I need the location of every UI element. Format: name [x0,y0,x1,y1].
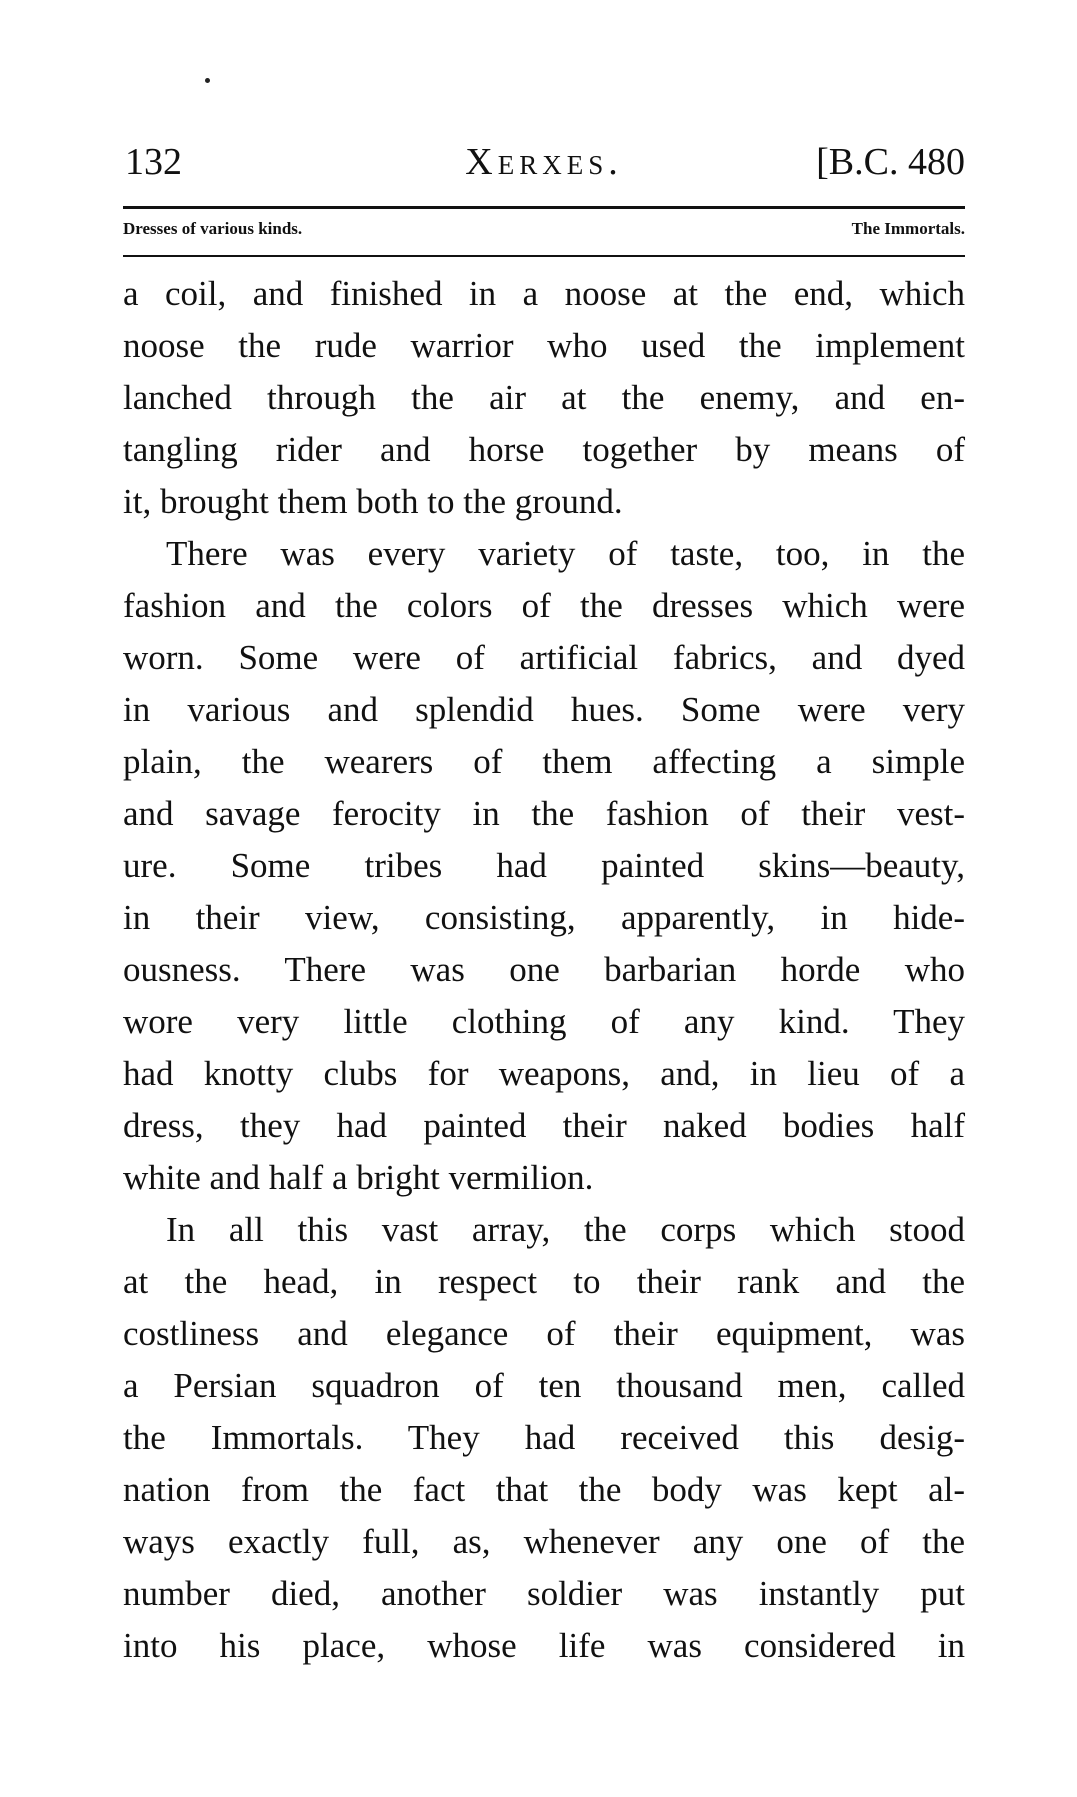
text-line: dress, they had painted their naked bodies half [123,1106,965,1145]
sidenote-left: Dresses of various kinds. [123,219,303,238]
text-line: the Immortals. They had received this desig- [123,1418,965,1457]
text-line: number died, another soldier was instantly put [123,1574,965,1613]
sidenote-right: The Immortals. [851,219,965,238]
text-line: fashion and the colors of the dresses which were [123,586,965,625]
text-line: had knotty clubs for weapons, and, in lieu of a [123,1054,965,1093]
text-line: nation from the fact that the body was kept al- [123,1470,965,1509]
text-line: plain, the wearers of them affecting a simple [123,742,965,781]
text-line: a coil, and finished in a noose at the end, which [123,274,965,313]
text-line: into his place, whose life was considered in [123,1626,965,1665]
text-line: worn. Some were of artificial fabrics, and dyed [123,638,965,677]
date-label: [B.C. 480 [816,141,965,183]
ink-speck [205,78,210,83]
text-line: costliness and elegance of their equipment, was [123,1314,965,1353]
text-line: ure. Some tribes had painted skins—beauty, [123,846,965,885]
running-title: Xerxes. [465,141,623,183]
header-rule-bottom [123,255,965,257]
page-number: 132 [125,141,182,183]
text-line: a Persian squadron of ten thousand men, called [123,1366,965,1405]
text-line: In all this vast array, the corps which stood [166,1210,965,1249]
text-line: ousness. There was one barbarian horde who [123,950,965,989]
text-line: tangling rider and horse together by means of [123,430,965,469]
text-line: at the head, in respect to their rank and the [123,1262,965,1301]
text-line: noose the rude warrior who used the implement [123,326,965,365]
sidenotes [123,219,965,247]
text-line: it, brought them both to the ground. [123,482,623,521]
text-line: wore very little clothing of any kind. They [123,1002,965,1041]
text-line: and savage ferocity in the fashion of their vest- [123,794,965,833]
text-line: in their view, consisting, apparently, in hide- [123,898,965,937]
text-line: lanched through the air at the enemy, and en- [123,378,965,417]
page-header [123,140,965,190]
body-text [123,268,965,1672]
text-line: white and half a bright vermilion. [123,1158,594,1197]
text-line: ways exactly full, as, whenever any one of the [123,1522,965,1561]
text-line: There was every variety of taste, too, in the [166,534,965,573]
header-rule-top [123,206,965,209]
text-line: in various and splendid hues. Some were very [123,690,965,729]
